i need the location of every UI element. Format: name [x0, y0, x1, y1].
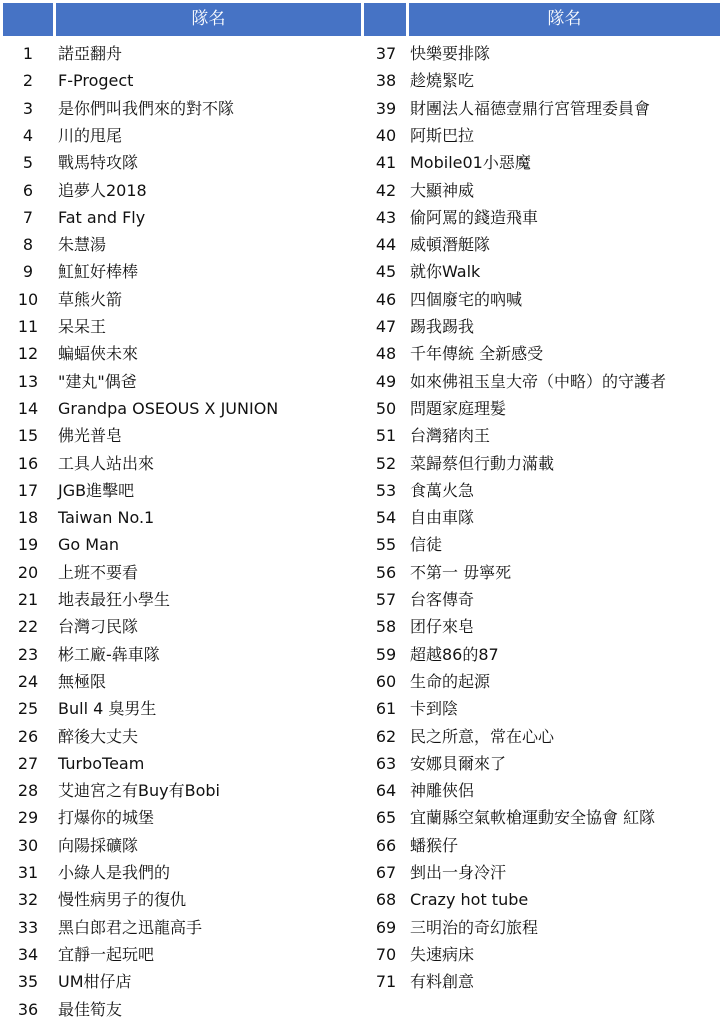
team-name: 諾亞翻舟 — [58, 44, 123, 63]
right-team-row — [0, 313, 720, 340]
team-number: 3 — [22, 98, 34, 118]
team-number: 7 — [22, 207, 34, 227]
team-name: 三明治的奇幻旅程 — [410, 917, 539, 937]
right-team-row — [0, 886, 720, 913]
team-name: 追夢人2018 — [58, 180, 147, 200]
team-name: 神雕俠侶 — [410, 781, 475, 801]
right-team-row — [0, 477, 720, 504]
team-number: 34 — [17, 944, 39, 964]
right-team-row — [0, 586, 720, 613]
team-number: 14 — [17, 398, 39, 418]
team-number: 2 — [22, 71, 34, 91]
left-team-row — [0, 996, 720, 1023]
right-team-row — [0, 668, 720, 695]
right-team-row — [0, 859, 720, 886]
right-team-row — [0, 340, 720, 367]
team-name: 地表最狂小學生 — [58, 590, 171, 609]
right-team-row — [0, 832, 720, 859]
team-number: 70 — [375, 944, 397, 964]
team-name: TurboTeam — [58, 753, 145, 773]
team-number: 28 — [17, 781, 39, 801]
right-team-row — [0, 968, 720, 995]
team-number: 11 — [17, 317, 39, 336]
team-number: 5 — [22, 153, 34, 173]
team-name: 艾迪宮之有Buy有Bobi — [58, 781, 220, 801]
team-name: 信徒 — [410, 535, 443, 555]
team-number: 46 — [375, 289, 397, 309]
team-name: 戰馬特攻隊 — [58, 153, 139, 173]
right-team-row — [0, 204, 720, 231]
team-name: 蝙蝠俠未來 — [58, 344, 139, 364]
team-name: 魟魟好棒棒 — [58, 262, 139, 282]
team-name: 踢我踢我 — [410, 317, 475, 336]
team-name: 向陽採礦隊 — [58, 835, 139, 855]
team-number: 22 — [17, 617, 39, 637]
team-number: 63 — [375, 753, 397, 773]
team-number: 24 — [17, 671, 39, 691]
team-number: 41 — [375, 153, 397, 173]
right-team-row — [0, 258, 720, 285]
team-number: 19 — [17, 535, 39, 555]
right-team-row — [0, 95, 720, 122]
right-team-row — [0, 122, 720, 149]
team-name: 草熊火箭 — [58, 289, 123, 309]
right-team-row — [0, 804, 720, 831]
team-name: 不第一 毋寧死 — [410, 562, 512, 582]
team-name: Grandpa OSEOUS X JUNION — [58, 398, 279, 418]
team-name: 超越86的87 — [410, 644, 499, 664]
team-name: UM柑仔店 — [58, 972, 132, 992]
team-number: 59 — [375, 644, 397, 664]
team-name: 如來佛祖玉皇大帝（中略）的守護者 — [410, 371, 667, 391]
right-team-row — [0, 177, 720, 204]
team-name: 趁燒緊吃 — [410, 71, 475, 91]
team-name: 財團法人福德壹鼎行宮管理委員會 — [410, 98, 651, 118]
right-team-row — [0, 231, 720, 258]
team-name: 生命的起源 — [410, 671, 491, 691]
team-number: 52 — [375, 453, 397, 473]
team-number: 47 — [375, 317, 397, 336]
team-number: 36 — [17, 999, 39, 1019]
team-number: 10 — [17, 289, 39, 309]
team-number: 50 — [375, 398, 397, 418]
team-number: 27 — [17, 753, 39, 773]
team-name: 上班不要看 — [58, 562, 139, 582]
team-number: 54 — [375, 508, 397, 528]
team-name: 四個廢宅的吶喊 — [410, 289, 523, 309]
right-team-row — [0, 695, 720, 722]
team-number: 37 — [375, 44, 397, 63]
team-number: 69 — [375, 917, 397, 937]
team-name: JGB進擊吧 — [58, 480, 135, 500]
team-name: Taiwan No.1 — [58, 508, 155, 528]
team-number: 58 — [375, 617, 397, 637]
team-number: 31 — [17, 863, 39, 882]
team-number: 42 — [375, 180, 397, 200]
team-name: 自由車隊 — [410, 508, 475, 528]
team-name: 宜蘭縣空氣軟槍運動安全協會 紅隊 — [410, 808, 656, 828]
team-number: 6 — [22, 180, 34, 200]
team-name: 安娜貝爾來了 — [410, 753, 507, 773]
team-name: 大顯神威 — [410, 180, 475, 200]
team-name: Crazy hot tube — [410, 890, 529, 910]
team-name: Go Man — [58, 535, 120, 555]
team-number: 9 — [22, 262, 34, 282]
team-number: 35 — [17, 972, 39, 992]
team-number: 43 — [375, 207, 397, 227]
team-name: 台灣豬肉王 — [410, 426, 491, 446]
team-number: 25 — [17, 699, 39, 719]
right-team-row — [0, 149, 720, 176]
team-number: 62 — [375, 726, 397, 746]
right-team-row — [0, 613, 720, 640]
right-team-row — [0, 286, 720, 313]
team-name: 菜歸蔡但行動力滿載 — [410, 453, 555, 473]
team-number: 49 — [375, 371, 397, 391]
team-name: 最佳筍友 — [58, 999, 123, 1019]
team-number: 8 — [22, 235, 34, 255]
team-number: 39 — [375, 98, 397, 118]
team-number: 4 — [22, 125, 34, 145]
team-number: 23 — [17, 644, 39, 664]
team-name: 打爆你的城堡 — [58, 808, 155, 828]
team-name: 彬工廠-犇車隊 — [58, 644, 160, 664]
team-number: 71 — [375, 972, 397, 992]
team-number: 57 — [375, 590, 397, 609]
team-name: 民之所意，常在心心 — [410, 726, 555, 746]
team-number: 26 — [17, 726, 39, 746]
team-number: 38 — [375, 71, 397, 91]
team-name: 呆呆王 — [58, 317, 107, 336]
right-team-row — [0, 422, 720, 449]
team-number: 16 — [17, 453, 39, 473]
team-number: 64 — [375, 781, 397, 801]
team-number: 66 — [375, 835, 397, 855]
team-number: 55 — [375, 535, 397, 555]
team-number: 51 — [375, 426, 397, 446]
team-name: 威頓潛艇隊 — [410, 235, 491, 255]
team-name: 团仔來皂 — [410, 617, 475, 637]
team-name: 偷阿罵的錢造飛車 — [410, 207, 539, 227]
team-name: 就你Walk — [410, 262, 481, 282]
team-name: 宜靜一起玩吧 — [58, 944, 155, 964]
team-number: 33 — [17, 917, 39, 937]
team-name: 工具人站出來 — [58, 453, 155, 473]
team-name: 卡到陰 — [410, 699, 459, 719]
team-number: 12 — [17, 344, 39, 364]
team-number: 30 — [17, 835, 39, 855]
header-num-cell-left — [3, 3, 53, 36]
team-name: 千年傳統 全新感受 — [410, 344, 544, 364]
team-name: 朱慧湯 — [58, 235, 107, 255]
team-name: 阿斯巴拉 — [410, 125, 475, 145]
team-name: 食萬火急 — [410, 480, 475, 500]
team-number: 44 — [375, 235, 397, 255]
right-team-row — [0, 941, 720, 968]
team-name: 台客傳奇 — [410, 590, 475, 609]
team-number: 40 — [375, 125, 397, 145]
team-name: 川的甩尾 — [58, 125, 123, 145]
team-name: 醉後大丈夫 — [58, 726, 139, 746]
right-team-row — [0, 395, 720, 422]
team-name: 失速病床 — [410, 944, 475, 964]
team-number: 18 — [17, 508, 39, 528]
right-team-row — [0, 531, 720, 558]
team-number: 1 — [22, 44, 34, 63]
team-name: Fat and Fly — [58, 207, 146, 227]
team-name: Mobile01小惡魔 — [410, 153, 531, 173]
team-number: 29 — [17, 808, 39, 828]
team-name: 小綠人是我們的 — [58, 863, 171, 882]
header-team-name-right: 隊名 — [409, 3, 720, 36]
team-name: 是你們叫我們來的對不隊 — [58, 98, 235, 118]
right-team-row — [0, 641, 720, 668]
right-team-row — [0, 450, 720, 477]
team-name: 快樂要排隊 — [410, 44, 491, 63]
team-number: 68 — [375, 890, 397, 910]
team-name: 有料創意 — [410, 972, 475, 992]
right-team-row — [0, 559, 720, 586]
team-number: 45 — [375, 262, 397, 282]
team-number: 65 — [375, 808, 397, 828]
team-number: 48 — [375, 344, 397, 364]
right-team-row — [0, 504, 720, 531]
team-number: 32 — [17, 890, 39, 910]
header-num-cell-right — [364, 3, 406, 36]
team-name: "建丸"偶爸 — [58, 371, 137, 391]
team-number: 67 — [375, 863, 397, 882]
team-number: 61 — [375, 699, 397, 719]
team-name: F-Progect — [58, 71, 134, 91]
team-name: 無極限 — [58, 671, 107, 691]
team-name: 剉出一身冷汗 — [410, 863, 507, 882]
team-name: 台灣刁民隊 — [58, 617, 139, 637]
team-number: 17 — [17, 480, 39, 500]
right-team-row — [0, 67, 720, 94]
right-team-row — [0, 914, 720, 941]
team-number: 20 — [17, 562, 39, 582]
right-team-row — [0, 750, 720, 777]
team-name: 佛光普皂 — [58, 426, 123, 446]
header-team-name-left: 隊名 — [56, 3, 361, 36]
team-number: 53 — [375, 480, 397, 500]
team-number: 60 — [375, 671, 397, 691]
team-number: 21 — [17, 590, 39, 609]
team-number: 13 — [17, 371, 39, 391]
team-name: Bull 4 臭男生 — [58, 699, 157, 719]
team-name: 蟠猴仔 — [410, 835, 459, 855]
right-team-row — [0, 368, 720, 395]
team-name: 問題家庭理髮 — [410, 398, 507, 418]
right-team-row — [0, 40, 720, 67]
team-name: 慢性病男子的復仇 — [58, 890, 187, 910]
right-team-row — [0, 777, 720, 804]
right-team-row — [0, 723, 720, 750]
team-name: 黑白郎君之迅龍高手 — [58, 917, 203, 937]
team-number: 56 — [375, 562, 397, 582]
team-number: 15 — [17, 426, 39, 446]
